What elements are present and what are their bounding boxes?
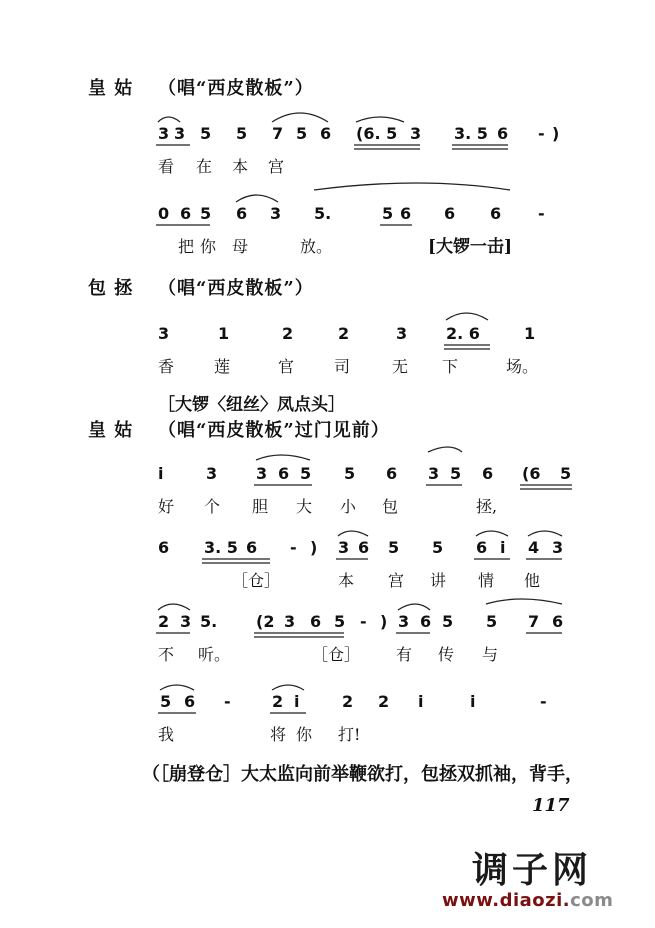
lyric: 香	[158, 357, 175, 376]
note: 6	[490, 204, 502, 223]
singing-direction: （唱“西皮散板”过门见前）	[158, 420, 390, 441]
note: 6	[184, 692, 196, 711]
note: (6	[522, 464, 541, 483]
note: 5	[200, 204, 212, 223]
note: 3	[180, 612, 192, 631]
lyric: 本	[232, 157, 249, 176]
note: -	[538, 124, 545, 143]
note: 1	[524, 324, 536, 343]
note: 3	[256, 464, 268, 483]
note: 6	[278, 464, 290, 483]
lyric: 打!	[338, 725, 361, 744]
note: i	[158, 464, 164, 483]
lyric: 下	[442, 357, 459, 376]
note: 3	[284, 612, 296, 631]
note: 1	[218, 324, 230, 343]
role-name: 皇 姑	[88, 78, 134, 99]
note: 0	[158, 204, 170, 223]
role-name: 皇 姑	[88, 420, 134, 441]
lyric: 听。	[198, 645, 231, 664]
lyric: 你	[296, 725, 313, 744]
note: 3. 5	[204, 538, 238, 557]
note: 6	[386, 464, 398, 483]
slur	[338, 531, 368, 536]
lyric: 讲	[430, 571, 447, 590]
page-number: 117	[532, 795, 570, 816]
note: 5	[432, 538, 444, 557]
note: 5	[486, 612, 498, 631]
lyric: 传	[438, 645, 455, 664]
note: 6	[482, 464, 494, 483]
lyric: 司	[334, 357, 351, 376]
lyric: 我	[158, 725, 175, 744]
note: 4	[528, 538, 540, 557]
lyric: 与	[482, 645, 499, 664]
note: 7	[272, 124, 284, 143]
note: i	[470, 692, 476, 711]
note: 5	[382, 204, 394, 223]
lyric: 本	[338, 571, 355, 590]
lyric: 莲	[214, 357, 231, 376]
slur	[486, 599, 562, 604]
note: 5	[200, 124, 212, 143]
note: 5	[236, 124, 248, 143]
note: i	[294, 692, 300, 711]
note: i	[418, 692, 424, 711]
note: 5	[560, 464, 572, 483]
slur	[160, 685, 194, 690]
lyric: 胆	[252, 497, 269, 516]
note: 2	[158, 612, 170, 631]
note: 6	[158, 538, 170, 557]
slur	[272, 685, 304, 690]
note: -	[360, 612, 367, 631]
note: 2	[282, 324, 294, 343]
lyric: 放。	[300, 237, 333, 256]
lyric: 在	[196, 157, 213, 176]
note: 3	[158, 324, 170, 343]
note: 6	[358, 538, 370, 557]
note: i	[500, 538, 506, 557]
note: 3. 5	[454, 124, 488, 143]
lyric: 大	[296, 497, 313, 516]
singing-direction: （唱“西皮散板”）	[158, 278, 314, 299]
url-main: www.diaozi.	[442, 890, 571, 911]
lyric: 他	[524, 571, 541, 590]
lyric: 情	[478, 571, 495, 590]
note: 6	[444, 204, 456, 223]
note: 6	[476, 538, 488, 557]
lyric: 看	[158, 157, 175, 176]
lyric: 无	[392, 357, 409, 376]
note: 6	[400, 204, 412, 223]
lyric: 宫	[388, 571, 405, 590]
slur	[528, 531, 562, 536]
percussion-cue: ［仓］	[232, 571, 281, 590]
lyric: 官	[278, 357, 295, 376]
lyric: 不	[158, 645, 175, 664]
note: 3	[158, 124, 170, 143]
slur	[428, 447, 462, 452]
slur	[398, 604, 430, 610]
note: 5.	[314, 204, 332, 223]
note: 5	[388, 538, 400, 557]
note: 6	[320, 124, 332, 143]
note: 7	[528, 612, 540, 631]
slur	[158, 604, 190, 610]
lyric: 有	[396, 645, 413, 664]
site-watermark-logo: 调子网	[472, 850, 593, 891]
slur	[314, 183, 510, 190]
percussion-cue: [大锣一击]	[428, 237, 513, 257]
lyric: 把	[178, 237, 195, 256]
url-tld: com	[570, 890, 614, 911]
note: 6	[180, 204, 192, 223]
slur	[356, 117, 404, 122]
note: 3	[552, 538, 564, 557]
slur	[158, 117, 180, 122]
percussion-cue: ［大锣〈纽丝〉凤点头］	[158, 395, 345, 415]
lyric: 好	[158, 497, 175, 516]
note: 5	[300, 464, 312, 483]
note: 6	[310, 612, 322, 631]
note: -	[540, 692, 547, 711]
lyric: 个	[204, 497, 221, 516]
note: (2	[256, 612, 275, 631]
slur	[446, 313, 488, 320]
slur	[256, 455, 310, 460]
note: 5	[344, 464, 356, 483]
note: 6	[236, 204, 248, 223]
note: 6	[420, 612, 432, 631]
lyric: 小	[340, 497, 357, 516]
note: 3	[174, 124, 186, 143]
note: )	[552, 124, 560, 143]
note: 3	[270, 204, 282, 223]
note: 2	[378, 692, 390, 711]
note: (6. 5	[356, 124, 398, 143]
note: 2	[272, 692, 284, 711]
lyric: 你	[200, 237, 217, 256]
lyric: 场。	[506, 357, 539, 376]
note: 5	[442, 612, 454, 631]
note: 6	[552, 612, 564, 631]
note: 5	[160, 692, 172, 711]
note: 2	[342, 692, 354, 711]
note: 5	[450, 464, 462, 483]
slur	[476, 531, 508, 536]
lyric: 将	[270, 725, 287, 744]
stage-direction: （［崩登仓］大太监向前举鞭欲打，包拯双抓袖，背手，	[142, 764, 583, 785]
note: 5	[334, 612, 346, 631]
role-name: 包 拯	[88, 278, 134, 299]
lyric: 包	[382, 497, 399, 516]
lyric: 宫	[268, 157, 285, 176]
note: 5.	[200, 612, 218, 631]
note: )	[380, 612, 388, 631]
note: 3	[398, 612, 410, 631]
note: 3	[396, 324, 408, 343]
note: -	[538, 204, 545, 223]
note: 2. 6	[446, 324, 480, 343]
singing-direction: （唱“西皮散板”）	[158, 78, 314, 99]
slur	[236, 195, 278, 202]
lyric: 拯,	[476, 497, 498, 516]
note: 3	[338, 538, 350, 557]
note: 6	[497, 124, 509, 143]
percussion-cue: ［仓］	[312, 645, 361, 664]
note: 3	[206, 464, 218, 483]
note: -	[224, 692, 231, 711]
note: -	[290, 538, 297, 557]
note: 6	[246, 538, 258, 557]
lyric: 母	[232, 237, 249, 256]
note: 5	[296, 124, 308, 143]
note: 3	[428, 464, 440, 483]
note: 2	[338, 324, 350, 343]
slur	[272, 113, 328, 122]
note: 3	[410, 124, 422, 143]
note: )	[310, 538, 318, 557]
